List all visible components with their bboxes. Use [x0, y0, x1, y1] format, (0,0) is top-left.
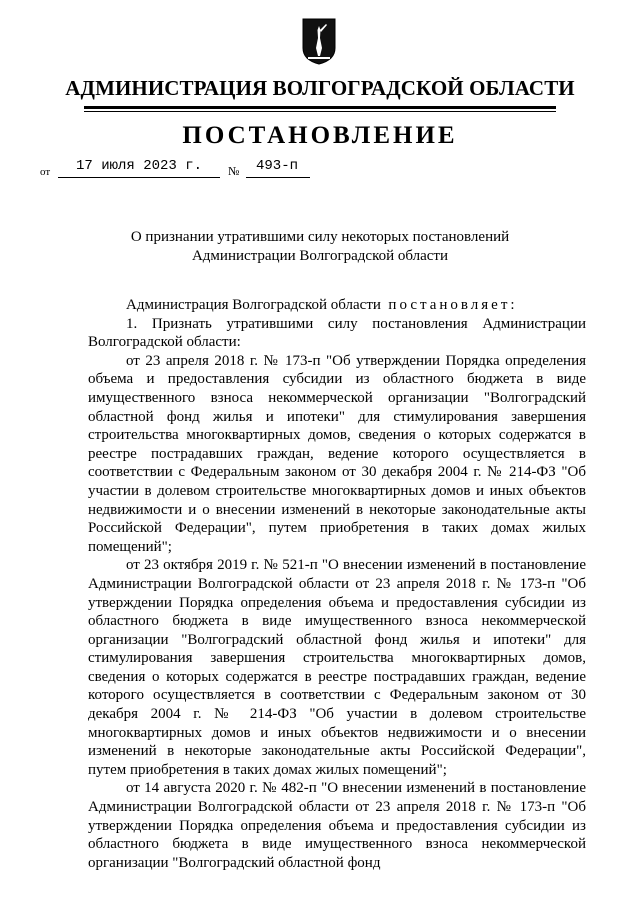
- date-prefix: от: [40, 166, 51, 178]
- item-1a-paragraph: от 23 апреля 2018 г. № 173-п "Об утверждении Порядка определения объема и предоставления субсидии из областного бюджета в виде имущественного взноса некоммерческой организации "Волгоградский областной фонд жилья и ипотеки" для стимулирования завершения строительства многоквартирных домов, сведения о которых содержатся в реестре пострадавших граждан, ведение которого осуществляется в соответствии с Федеральным законом от 30 декабря 2004 г. № 214-ФЗ "Об участии в долевом строительстве многоквартирных домов и иных объектов недвижимости и о внесении изменений в некоторые законодательные акты Российской Федерации", путем приобретения в таких домах жилых помещений";: [88, 352, 586, 555]
- subject-line-1: О признании утратившими силу некоторых постановлений: [130, 229, 510, 245]
- document-number: 493-п: [256, 158, 299, 174]
- organization-title: АДМИНИСТРАЦИЯ ВОЛГОГРАДСКОЙ ОБЛАСТИ: [65, 76, 575, 100]
- item-1b-paragraph: от 23 октября 2019 г. № 521-п "О внесении изменений в постановление Администрации Волгоградской области от 23 апреля 2018 г. № 173-п "Об утверждении Порядка определения объема и предоставления субсидии из областного бюджета в виде имущественного взноса некоммерческой организации "Волгоградский областной фонд жилья и ипотеки" для стимулирования завершения строительства многоквартирных домов, сведения о которых содержатся в реестре пострадавших граждан, ведение которого осуществляется в соответствии с Федеральным законом от 30 декабря 2004 г. № 214-ФЗ "Об участии в долевом строительстве многоквартирных домов и иных объектов недвижимости и о внесении изменений в некоторые законодательные акты Российской Федерации", путем приобретения в таких домах жилых помещений";: [88, 557, 586, 778]
- preamble-paragraph: [88, 296, 586, 315]
- document-subject: [0, 228, 640, 266]
- document-meta-row: [40, 158, 600, 182]
- item-1c-paragraph: от 14 августа 2020 г. № 482-п "О внесении изменений в постановление Администрации Волгоградской области от 23 апреля 2018 г. № 173-п "Об утверждении Порядка определения объема и предоставления субсидии из областного бюджета в виде имущественного взноса некоммерческой организации "Волгоградский областной фонд: [88, 780, 586, 871]
- document-date: 17 июля 2023 г.: [76, 158, 203, 174]
- subject-line-2: Администрации Волгоградской области: [191, 248, 449, 264]
- item-1-paragraph: 1. Признать утратившими силу постановления Администрации Волгоградской области:: [88, 315, 586, 351]
- volgograd-coat-of-arms-icon: [302, 18, 336, 65]
- preamble-verb: постановляет:: [388, 297, 518, 313]
- coat-of-arms-emblem: [302, 18, 336, 65]
- header-rule-thick: [84, 106, 556, 109]
- preamble-text: Администрация Волгоградской области: [126, 297, 381, 313]
- document-body: [88, 296, 586, 872]
- document-type-title: ПОСТАНОВЛЕНИЕ: [182, 122, 458, 149]
- header-rule-thin: [84, 111, 556, 112]
- number-prefix: №: [228, 164, 240, 178]
- date-underline: [58, 177, 220, 178]
- number-underline: [246, 177, 310, 178]
